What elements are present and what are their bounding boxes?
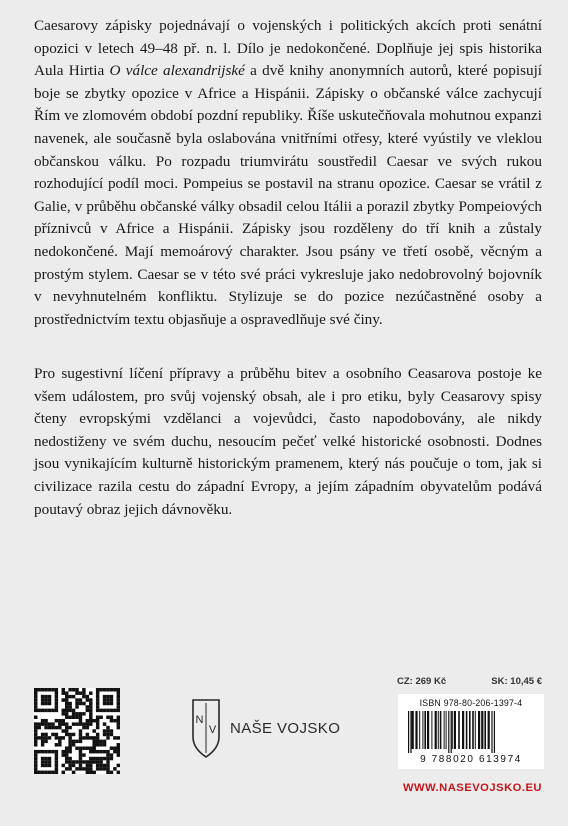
logo-letter-n: N (195, 714, 204, 726)
price-sk: SK: 10,45 € (491, 676, 542, 687)
paragraph-1-text-a: Caesarovy zápisky pojednávají o vojenských i politických akcích proti senátní opozici v letech 49–48 př. n. l. Dílo je nedokončené. Doplňuje jej spis historika Aula Hirtia (34, 17, 542, 80)
logo-letter-v: V (208, 724, 217, 736)
barcode-digits: 9 788020 613974 (420, 754, 522, 765)
qr-code-icon[interactable] (34, 688, 120, 774)
publisher-name: NAŠE VOJSKO (230, 720, 341, 737)
blurb-paragraph-1 (34, 15, 542, 331)
book-title-italic: O válce alexandrijské (109, 62, 245, 80)
barcode-icon (406, 711, 536, 753)
isbn-barcode-block (398, 694, 544, 769)
price-cz: CZ: 269 Kč (397, 676, 447, 687)
paragraph-1-text-b: a dvě knihy anonymních autorů, které popisují boje se zbytky opozice v Africe a Hispánii. Zápisky o občanské válce zachycují Řím ve zlomovém období pozdní republiky. Říše uskutečňovala mohutnou expanzi navenek, ale současně byla oslabována vnitřními otřesy, které vyústily ve vleklou občanskou válku. Po rozpadu triumvirátu soustředil Caesar ve svých rukou rozhodující podíl moci. Pompeius se postavil na stranu opozice. Caesar se vrátil z Galie, v průběhu občanské války obsadil celou Itálii a porazil zbytky Pompeiových příznivců v Africe a Hispánii. Zápisky jsou rozděleny do tří knih a zůstaly nedokončené. Mají memoárový charakter. Jsou psány ve třetí osobě, věcným a prostým stylem. Caesar se v této své práci vykresluje jako nedobrovolný bojovník v nevyhnutelném konfliktu. Stylizuje se do pozice nezúčastněné osoby a prostřednictvím textu objasňuje a ospravedlňuje své činy. (34, 62, 543, 328)
nv-shield-icon (190, 697, 222, 759)
paragraph-2-text: Pro sugestivní líčení přípravy a průběhu bitev a osobního Ceasarova postoje ke všem událostem, pro svůj vojenský obsah, ale i pro etiku, byly Ceasarovy spisy čteny evropskými vzdělanci a vojevůdci, často napodobovány, ale nikdy nedostiženy ve svém duchu, nesoucím pečeť velké historické osobnosti. Dodnes jsou vynikajícím kulturně historickým pramenem, který nás poučuje o tom, jak si civilizace razila cestu do západní Evropy, a jejím západním obyvatelům podává poutavý obraz jejich dávnověku. (34, 365, 542, 518)
isbn-label: ISBN 978-80-206-1397-4 (419, 698, 523, 708)
publisher-website-link[interactable]: WWW.NASEVOJSKO.EU (402, 782, 542, 794)
publisher-logo (190, 697, 360, 767)
blurb-paragraph-2 (34, 363, 542, 521)
